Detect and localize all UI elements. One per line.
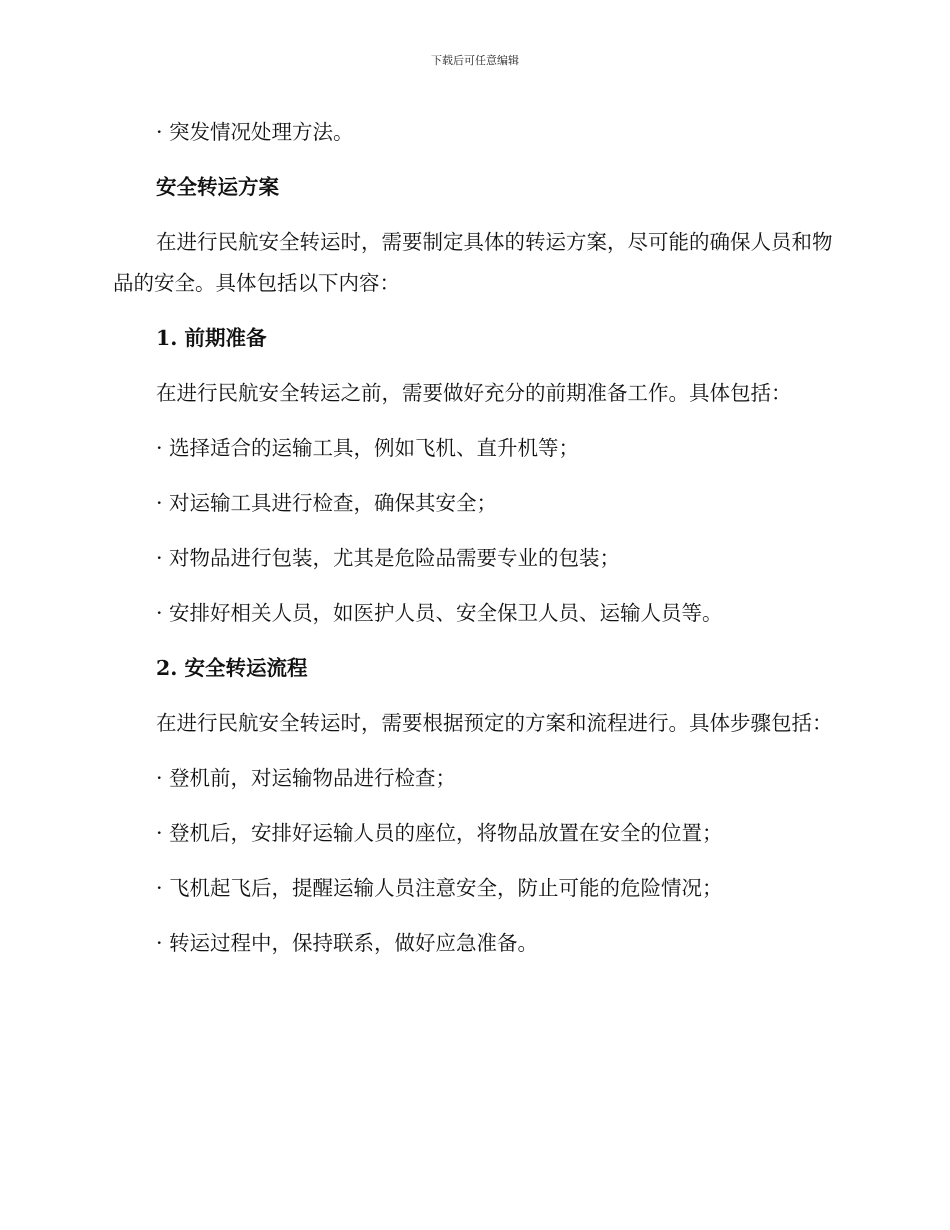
- document-body: [113, 112, 835, 978]
- list-item: · 选择适合的运输工具，例如飞机、直升机等；: [156, 436, 580, 460]
- list-item: · 飞机起飞后，提醒运输人员注意安全，防止可能的危险情况；: [156, 876, 723, 900]
- list-item: · 登机后，安排好运输人员的座位，将物品放置在安全的位置；: [156, 821, 723, 845]
- paragraph-transfer-flow-intro: 在进行民航安全转运时，需要根据预定的方案和流程进行。具体步骤包括：: [156, 711, 833, 735]
- list-item: · 对运输工具进行检查，确保其安全；: [156, 491, 498, 515]
- subheading-preparation: 1. 前期准备: [156, 326, 267, 350]
- bullet-emergency-handling: · 突发情况处理方法。: [156, 120, 354, 144]
- paragraph-preparation-intro: 在进行民航安全转运之前，需要做好充分的前期准备工作。具体包括：: [156, 381, 792, 405]
- list-item: · 对物品进行包装，尤其是危险品需要专业的包装；: [156, 546, 621, 570]
- section-heading-safe-transfer-plan: 安全转运方案: [156, 175, 279, 199]
- list-item: · 安排好相关人员，如医护人员、安全保卫人员、运输人员等。: [156, 601, 723, 625]
- page-header: 下载后可任意编辑: [431, 54, 519, 67]
- subheading-transfer-flow: 2. 安全转运流程: [156, 656, 308, 680]
- list-item: · 转运过程中，保持联系，做好应急准备。: [156, 931, 539, 955]
- list-item: · 登机前，对运输物品进行检查；: [156, 766, 457, 790]
- paragraph-transfer-plan-intro: 在进行民航安全转运时，需要制定具体的转运方案，尽可能的确保人员和物品的安全。具体包括以下内容：: [113, 230, 833, 295]
